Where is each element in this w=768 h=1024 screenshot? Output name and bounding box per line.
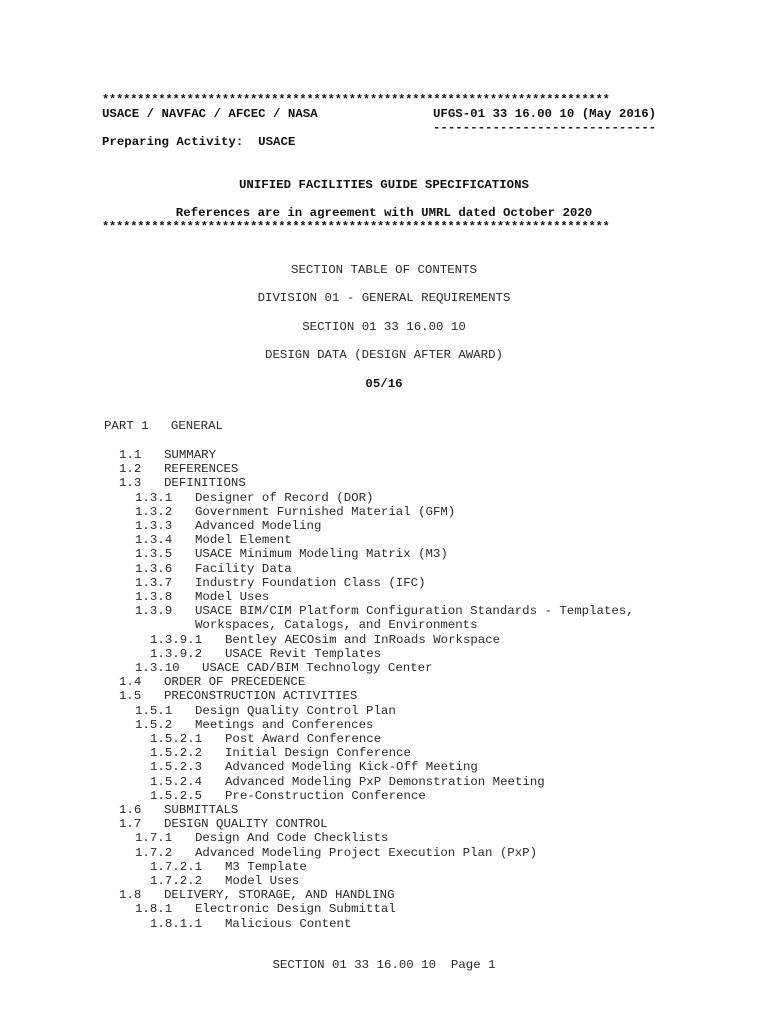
toc-number: 1.3.1 <box>135 490 173 505</box>
toc-title: PRECONSTRUCTION ACTIVITIES <box>164 689 358 704</box>
toc-title: DESIGN QUALITY CONTROL <box>164 817 328 832</box>
toc-title: Designer of Record (DOR) <box>195 490 374 505</box>
toc-title: Facility Data <box>195 561 292 576</box>
toc-number: 1.6 <box>119 803 142 817</box>
toc-title: Advanced Modeling Project Execution Plan (PxP) <box>195 845 538 860</box>
toc-number: 1.5.2.4 <box>150 774 203 789</box>
toc-title: Model Uses <box>195 590 270 604</box>
toc-entry <box>135 505 455 519</box>
spec-id: UFGS-01 33 16.00 10 (May 2016) <box>433 107 657 121</box>
toc-entry <box>150 860 307 874</box>
toc-number: 1.3.2 <box>135 504 173 519</box>
toc-title: DEFINITIONS <box>164 476 246 491</box>
section-number: SECTION 01 33 16.00 10 <box>302 320 466 334</box>
toc-entry <box>150 775 545 789</box>
toc-number: 1.5 <box>119 689 142 704</box>
toc-title: Malicious Content <box>225 916 352 931</box>
page-footer: SECTION 01 33 16.00 10 Page 1 <box>272 958 496 972</box>
spec-underline: ------------------------------ <box>433 121 657 135</box>
toc-number: 1.3.4 <box>135 533 173 548</box>
toc-entry <box>119 476 246 490</box>
toc-number: 1.8 <box>119 888 142 903</box>
toc-entry <box>119 689 357 703</box>
toc-entry <box>135 491 373 505</box>
toc-entry <box>150 647 381 661</box>
toc-entry <box>150 789 426 803</box>
toc-entry <box>135 562 292 576</box>
toc-entry <box>135 547 448 561</box>
top-stars-rule: ************************************************************************ <box>102 93 610 107</box>
toc-entry <box>150 874 299 888</box>
toc-number: 1.3 <box>119 476 142 491</box>
toc-entry <box>135 604 634 618</box>
toc-number: 1.3.7 <box>135 575 173 590</box>
toc-entry <box>119 888 395 902</box>
toc-number: 1.3.8 <box>135 590 173 604</box>
division-title: DIVISION 01 - GENERAL REQUIREMENTS <box>257 291 511 305</box>
toc-number: 1.3.10 <box>135 661 180 675</box>
toc-title: Design And Code Checklists <box>195 831 389 846</box>
toc-title: USACE CAD/BIM Technology Center <box>202 661 433 675</box>
toc-entry <box>150 746 411 760</box>
toc-entry <box>135 831 388 845</box>
toc-heading: SECTION TABLE OF CONTENTS <box>291 263 477 277</box>
toc-number: 1.5.1 <box>135 703 173 718</box>
references-note: References are in agreement with UMRL dated October 2020 <box>175 206 593 220</box>
toc-entry <box>150 732 381 746</box>
part-heading: PART 1 GENERAL <box>104 419 223 433</box>
toc-number: 1.5.2.1 <box>150 732 203 746</box>
toc-number: 1.4 <box>119 675 142 690</box>
toc-title: Design Quality Control Plan <box>195 703 396 718</box>
toc-title: Workspaces, Catalogs, and Environments <box>195 618 478 633</box>
toc-number: 1.3.6 <box>135 561 173 576</box>
toc-title: Model Uses <box>225 874 300 888</box>
toc-entry <box>119 448 216 462</box>
toc-number: 1.3.9.1 <box>150 632 203 647</box>
toc-title: SUBMITTALS <box>164 803 239 817</box>
toc-title: USACE Minimum Modeling Matrix (M3) <box>195 547 448 562</box>
toc-title: Post Award Conference <box>225 732 382 746</box>
toc-number: 1.3.3 <box>135 519 173 533</box>
toc-entry <box>135 661 433 675</box>
toc-title: Advanced Modeling <box>195 519 322 533</box>
preparing-activity: Preparing Activity: USACE <box>102 135 296 149</box>
toc-number: 1.5.2.3 <box>150 760 203 775</box>
toc-entry <box>135 704 396 718</box>
bottom-stars-rule: ************************************************************************ <box>102 220 610 234</box>
toc-title: Model Element <box>195 533 292 548</box>
toc-title: SUMMARY <box>164 448 217 462</box>
toc-entry <box>135 902 396 916</box>
toc-entry <box>135 576 426 590</box>
toc-number: 1.7.2 <box>135 845 173 860</box>
toc-entry <box>119 817 328 831</box>
toc-title: Bentley AECOsim and InRoads Workspace <box>225 632 501 647</box>
toc-number: 1.7.2.1 <box>150 859 203 874</box>
toc-number: 1.3.9.2 <box>150 646 203 661</box>
toc-entry <box>135 618 478 632</box>
toc-number: 1.5.2.2 <box>150 746 203 761</box>
toc-number: 1.3.5 <box>135 547 173 562</box>
toc-title: Advanced Modeling Kick-Off Meeting <box>225 760 478 775</box>
toc-title: Initial Design Conference <box>225 746 411 761</box>
toc-title: M3 Template <box>225 859 307 874</box>
toc-number: 1.7.2.2 <box>150 874 203 888</box>
toc-title: USACE BIM/CIM Platform Configuration Standards - Templates, <box>195 604 634 619</box>
toc-entry <box>150 633 500 647</box>
section-date: 05/16 <box>365 377 403 391</box>
agencies: USACE / NAVFAC / AFCEC / NASA <box>102 107 318 121</box>
toc-title: Pre-Construction Conference <box>225 788 426 803</box>
toc-number: 1.1 <box>119 448 142 462</box>
toc-entry <box>119 462 238 476</box>
toc-title: REFERENCES <box>164 462 239 477</box>
toc-entry <box>150 760 478 774</box>
toc-entry <box>150 917 351 931</box>
toc-title: Advanced Modeling PxP Demonstration Meeting <box>225 774 545 789</box>
toc-entry <box>119 803 238 817</box>
toc-number: 1.2 <box>119 462 142 477</box>
toc-number: 1.5.2 <box>135 717 173 732</box>
guide-title: UNIFIED FACILITIES GUIDE SPECIFICATIONS <box>239 178 529 192</box>
toc-entry <box>135 590 269 604</box>
toc-title: USACE Revit Templates <box>225 646 382 661</box>
toc-title: Industry Foundation Class (IFC) <box>195 575 426 590</box>
toc-entry <box>135 533 292 547</box>
toc-number: 1.7 <box>119 817 142 832</box>
toc-number: 1.7.1 <box>135 831 173 846</box>
toc-entry <box>135 718 373 732</box>
toc-title: ORDER OF PRECEDENCE <box>164 675 306 690</box>
toc-title: Government Furnished Material (GFM) <box>195 504 456 519</box>
section-name: DESIGN DATA (DESIGN AFTER AWARD) <box>265 348 503 362</box>
toc-title: Electronic Design Submittal <box>195 902 396 917</box>
toc-title: Meetings and Conferences <box>195 717 374 732</box>
toc-entry <box>135 519 321 533</box>
toc-title: DELIVERY, STORAGE, AND HANDLING <box>164 888 395 903</box>
toc-entry <box>119 675 305 689</box>
toc-number: 1.8.1.1 <box>150 916 203 931</box>
toc-number: 1.8.1 <box>135 902 173 917</box>
toc-number: 1.5.2.5 <box>150 788 203 803</box>
toc-entry <box>135 846 537 860</box>
toc-number: 1.3.9 <box>135 604 173 619</box>
